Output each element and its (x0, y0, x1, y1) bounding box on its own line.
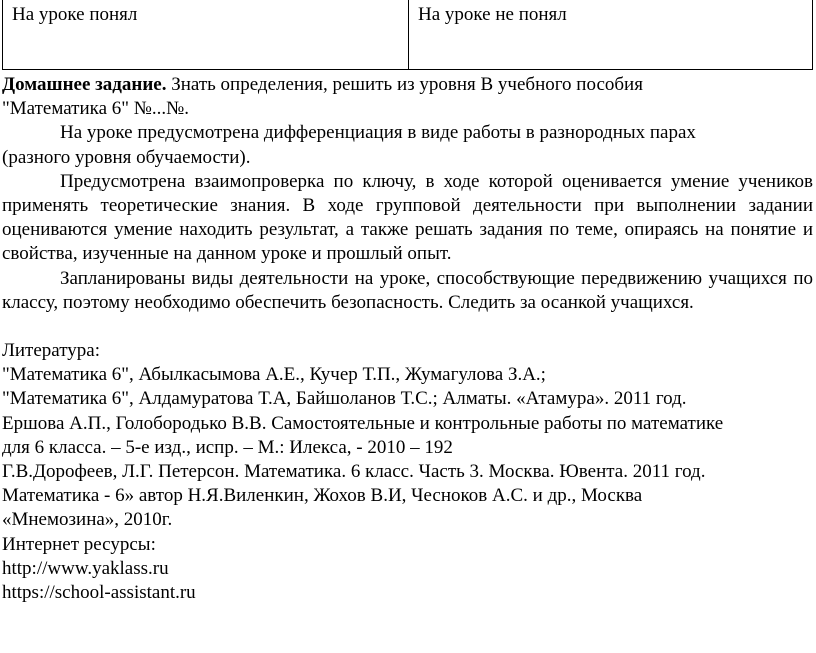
homework-line-2: "Математика 6" №...№. (2, 98, 190, 120)
literature-item-3-line-1: Ершова А.П., Голобородько В.В. Самостоятельные и контрольные работы по математике (2, 412, 724, 434)
homework-label: Домашнее задание. (2, 74, 167, 95)
table-cell-understood (3, 0, 409, 69)
literature-item-2: "Математика 6", Алдамуратова Т.А, Байшоланов Т.С.; Алматы. «Атамура». 2011 год. (2, 388, 687, 410)
paragraph-1-line-1: На уроке предусмотрена дифференциация в виде работы в разнородных парах (60, 122, 696, 144)
paragraph-2: Предусмотрена взаимопроверка по ключу, в ходе которой оценивается умение учеников применять теоретические знания. В ходе групповой деятельности при выполнении задании оцениваются умение находить результат, а также решать задания по теме, опираясь на понятие и свойства, изученные на данном уроке и прошлый опыт. (2, 170, 813, 265)
table-cell-not-understood (409, 0, 812, 69)
literature-item-4: Г.В.Дорофеев, Л.Г. Петерсон. Математика. 6 класс. Часть 3. Москва. Ювента. 2011 год. (2, 461, 706, 483)
document-body (2, 73, 813, 605)
internet-heading: Интернет ресурсы: (2, 533, 156, 555)
paragraph-3: Запланированы виды деятельности на уроке, способствующие передвижению учащихся по классу, поэтому необходимо обеспечить безопасность. Следить за осанкой учащихся. (2, 267, 813, 313)
internet-link-yaklass[interactable]: http://www.yaklass.ru (2, 557, 169, 579)
homework-text-1: Знать определения, решить из уровня В учебного пособия (166, 74, 643, 95)
table-cell-not-understood-label: На уроке не понял (418, 4, 567, 25)
literature-heading: Литература: (2, 340, 100, 362)
homework-line-1 (2, 73, 813, 97)
table-cell-understood-label: На уроке понял (12, 4, 138, 25)
literature-item-1: "Математика 6", Абылкасымова А.Е., Кучер Т.П., Жумагулова З.А.; (2, 364, 546, 386)
literature-item-3-line-2: для 6 класса. – 5-е изд., испр. – М.: Илекса, - 2010 – 192 (2, 436, 453, 458)
paragraph-1-line-2: (разного уровня обучаемости). (2, 146, 251, 168)
internet-link-school-assistant[interactable]: https://school-assistant.ru (2, 582, 196, 604)
literature-item-5-line-1: Математика - 6» автор Н.Я.Виленкин, Жохов В.И, Чесноков А.С. и др., Москва (2, 485, 643, 507)
reflection-table (2, 0, 813, 70)
literature-item-5-line-2: «Мнемозина», 2010г. (2, 509, 173, 531)
spacer (2, 315, 813, 339)
